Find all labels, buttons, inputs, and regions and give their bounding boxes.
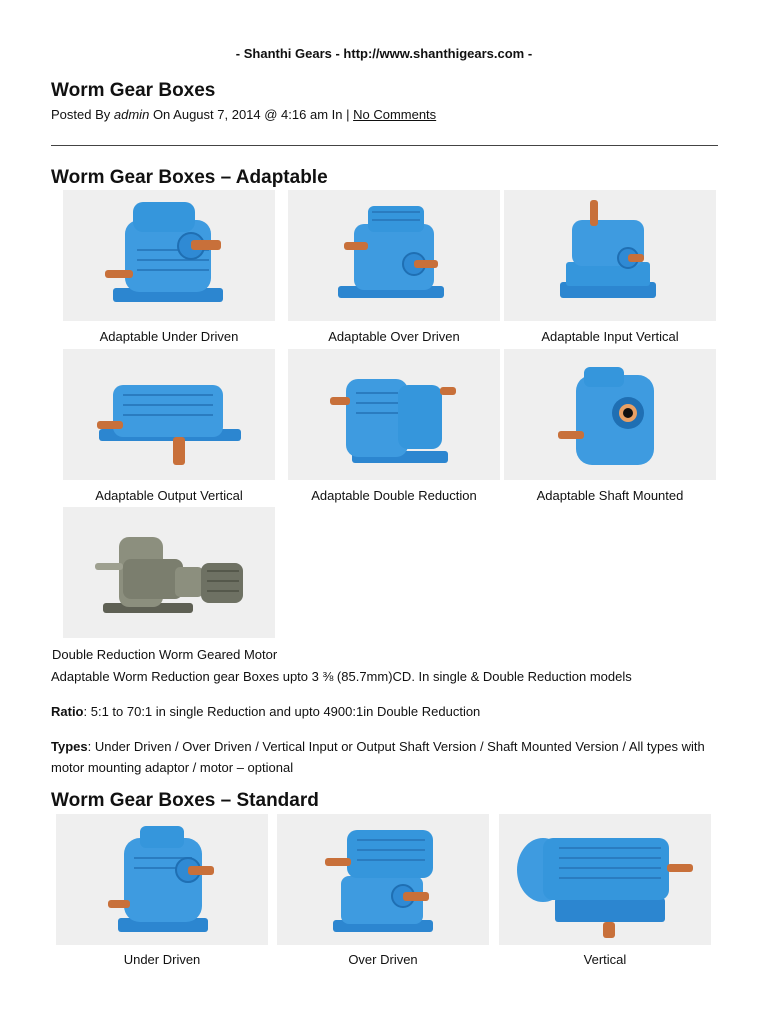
product-image-adaptable-under-driven xyxy=(63,190,275,321)
product-image-adaptable-shaft-mounted xyxy=(504,349,716,480)
product-image-vertical xyxy=(499,814,711,945)
types-label: Types xyxy=(51,739,88,754)
ratio-label: Ratio xyxy=(51,704,84,719)
caption-over-driven: Over Driven xyxy=(348,952,418,967)
caption-adaptable-over-driven: Adaptable Over Driven xyxy=(328,329,460,344)
product-image-adaptable-double-reduction xyxy=(288,349,500,480)
product-image-adaptable-output-vertical xyxy=(63,349,275,480)
meta-date: On August 7, 2014 @ 4:16 am In | xyxy=(152,107,350,122)
product-image-under-driven xyxy=(56,814,268,945)
caption-adaptable-under-driven: Adaptable Under Driven xyxy=(99,329,239,344)
standard-section-title: Worm Gear Boxes – Standard xyxy=(51,790,319,811)
post-author: admin xyxy=(113,107,150,122)
ratio-text: : 5:1 to 70:1 in single Reduction and upto 4900:1in Double Reduction xyxy=(83,704,481,719)
product-image-adaptable-over-driven xyxy=(288,190,500,321)
site-header: - Shanthi Gears - http://www.shanthigears.com - xyxy=(235,46,533,61)
types-paragraph xyxy=(51,736,721,778)
caption-under-driven: Under Driven xyxy=(123,952,201,967)
product-image-double-reduction-worm-geared-motor xyxy=(63,507,275,638)
caption-adaptable-shaft-mounted: Adaptable Shaft Mounted xyxy=(536,488,684,503)
ratio-paragraph xyxy=(51,701,721,722)
meta-prefix: Posted By xyxy=(51,107,111,122)
post-title: Worm Gear Boxes xyxy=(51,80,216,101)
product-image-adaptable-input-vertical xyxy=(504,190,716,321)
caption-adaptable-output-vertical: Adaptable Output Vertical xyxy=(95,488,243,503)
adaptable-description: Adaptable Worm Reduction gear Boxes upto 3 ⅜ (85.7mm)CD. In single & Double Reduction models xyxy=(51,669,632,684)
post-meta xyxy=(51,107,436,122)
caption-adaptable-double-reduction: Adaptable Double Reduction xyxy=(311,488,477,503)
caption-adaptable-input-vertical: Adaptable Input Vertical xyxy=(541,329,679,344)
types-text: : Under Driven / Over Driven / Vertical Input or Output Shaft Version / Shaft Mounted Version / All types with motor mounting adaptor / motor – optional xyxy=(51,739,705,775)
caption-double-reduction-worm-geared-motor: Double Reduction Worm Geared Motor xyxy=(52,647,278,662)
comments-link[interactable]: No Comments xyxy=(353,107,437,122)
caption-vertical: Vertical xyxy=(583,952,627,967)
adaptable-section-title: Worm Gear Boxes – Adaptable xyxy=(51,167,328,188)
product-image-over-driven xyxy=(277,814,489,945)
divider xyxy=(51,145,718,146)
